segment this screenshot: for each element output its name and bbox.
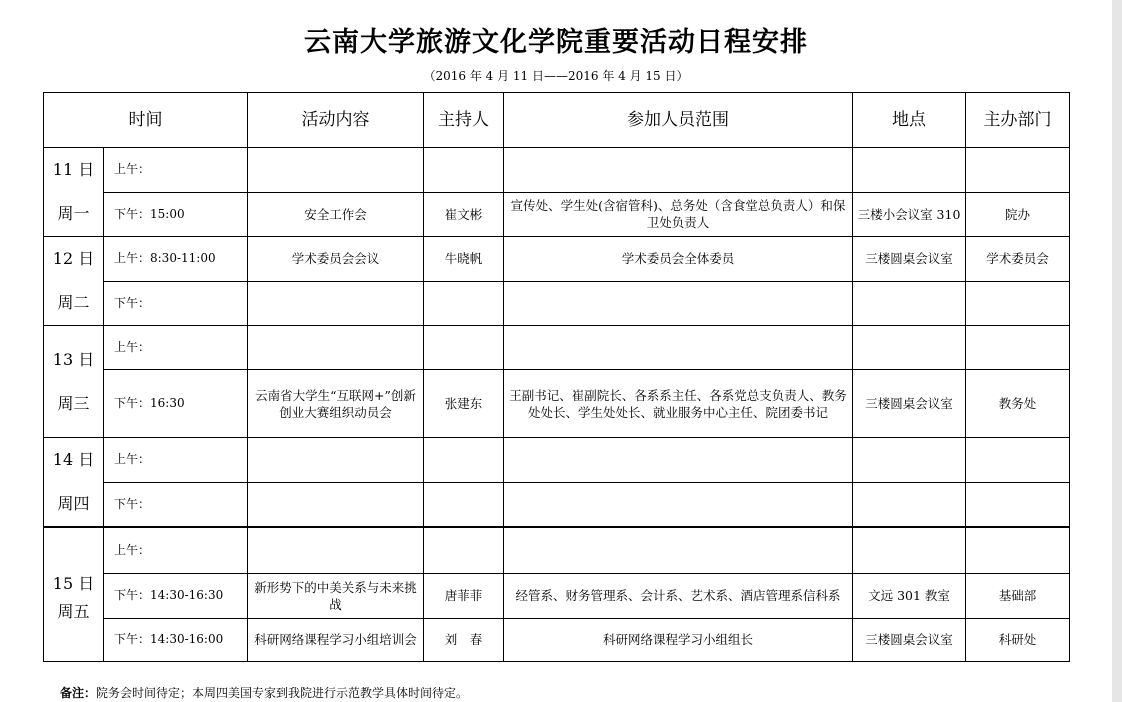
table-row	[44, 237, 1070, 282]
location	[853, 438, 966, 483]
participants: 宣传处、学生处(含宿管科)、总务处（含食堂总负责人）和保卫处负责人	[504, 192, 853, 237]
department	[966, 326, 1070, 370]
day-date: 14 日	[52, 450, 95, 469]
location	[853, 148, 966, 193]
day-cell	[44, 237, 104, 326]
participants: 学术委员会全体委员	[504, 237, 853, 282]
day-weekday: 周二	[57, 293, 90, 312]
department: 科研处	[966, 618, 1070, 661]
department	[966, 281, 1070, 326]
page-title: 云南大学旅游文化学院重要活动日程安排	[304, 27, 808, 58]
host	[424, 482, 504, 527]
day-cell	[44, 438, 104, 528]
participants	[504, 281, 853, 326]
day-weekday: 周五	[57, 602, 90, 622]
department	[966, 527, 1070, 573]
department	[966, 482, 1070, 527]
activity-content	[248, 527, 424, 573]
activity-content	[248, 148, 424, 193]
table-row	[44, 573, 1070, 618]
host: 唐菲菲	[424, 573, 504, 618]
table-row	[44, 281, 1070, 326]
header-content: 活动内容	[248, 93, 424, 148]
department: 学术委员会	[966, 237, 1070, 282]
day-weekday: 周三	[57, 393, 90, 413]
host	[424, 326, 504, 370]
day-date: 13 日	[52, 349, 95, 369]
host: 崔文彬	[424, 192, 504, 237]
activity-content: 科研网络课程学习小组培训会	[248, 618, 424, 661]
day-cell	[44, 527, 104, 661]
remark-label: 备注：	[60, 686, 97, 700]
location: 三楼圆桌会议室	[853, 237, 966, 282]
location: 三楼小会议室 310	[853, 192, 966, 237]
activity-content	[248, 326, 424, 370]
header-location: 地点	[853, 93, 966, 148]
host: 牛晓帆	[424, 237, 504, 282]
department: 院办	[966, 192, 1070, 237]
time-slot: 下午：14:30-16:00	[104, 618, 248, 661]
time-slot: 下午：	[104, 482, 248, 527]
activity-content: 安全工作会	[248, 192, 424, 237]
host: 刘 春	[424, 618, 504, 661]
table-row	[44, 192, 1070, 237]
activity-content	[248, 482, 424, 527]
location	[853, 281, 966, 326]
time-slot: 下午：15:00	[104, 192, 248, 237]
table-row	[44, 438, 1070, 483]
participants	[504, 527, 853, 573]
remark-text: 院务会时间待定；本周四美国专家到我院进行示范教学具体时间待定。	[96, 686, 469, 700]
host	[424, 281, 504, 326]
host: 张建东	[424, 370, 504, 438]
time-slot: 上午：	[104, 326, 248, 370]
activity-content	[248, 281, 424, 326]
table-row	[44, 370, 1070, 438]
participants	[504, 148, 853, 193]
department: 教务处	[966, 370, 1070, 438]
table-row	[44, 326, 1070, 370]
activity-content	[248, 438, 424, 483]
time-slot: 下午：16:30	[104, 370, 248, 438]
host	[424, 438, 504, 483]
header-department: 主办部门	[966, 93, 1070, 148]
activity-content: 学术委员会会议	[248, 237, 424, 282]
activity-content: 云南省大学生“互联网+”创新创业大赛组织动员会	[248, 370, 424, 438]
day-date: 11 日	[52, 160, 95, 179]
time-slot: 上午：	[104, 438, 248, 483]
participants: 科研网络课程学习小组组长	[504, 618, 853, 661]
day-cell	[44, 148, 104, 237]
header-participants: 参加人员范围	[504, 93, 853, 148]
location	[853, 326, 966, 370]
host	[424, 148, 504, 193]
table-row	[44, 148, 1070, 193]
day-date: 12 日	[52, 249, 95, 268]
day-weekday: 周一	[57, 204, 90, 223]
time-slot: 上午：	[104, 527, 248, 573]
department: 基础部	[966, 573, 1070, 618]
participants	[504, 438, 853, 483]
day-weekday: 周四	[57, 494, 90, 513]
participants	[504, 482, 853, 527]
participants: 王副书记、崔副院长、各系系主任、各系党总支负责人、教务处处长、学生处处长、就业服务中心主任、院团委书记	[504, 370, 853, 438]
table-row	[44, 527, 1070, 573]
table-row	[44, 618, 1070, 661]
location	[853, 527, 966, 573]
department	[966, 438, 1070, 483]
time-slot: 下午：14:30-16:30	[104, 573, 248, 618]
host	[424, 527, 504, 573]
date-range: （2016 年 4 月 11 日——2016 年 4 月 15 日）	[423, 69, 689, 83]
activity-content: 新形势下的中美关系与未来挑战	[248, 573, 424, 618]
header-host: 主持人	[424, 93, 504, 148]
location	[853, 482, 966, 527]
location: 三楼圆桌会议室	[853, 618, 966, 661]
day-cell	[44, 326, 104, 438]
department	[966, 148, 1070, 193]
scrollbar-gutter[interactable]	[1112, 0, 1122, 702]
remark	[60, 684, 468, 701]
header-time: 时间	[44, 93, 248, 148]
location: 三楼圆桌会议室	[853, 370, 966, 438]
location: 文远 301 教室	[853, 573, 966, 618]
schedule-table	[43, 92, 1070, 662]
participants: 经管系、财务管理系、会计系、艺术系、酒店管理系信科系	[504, 573, 853, 618]
participants	[504, 326, 853, 370]
time-slot: 上午：8:30-11:00	[104, 237, 248, 282]
time-slot: 下午：	[104, 281, 248, 326]
time-slot: 上午：	[104, 148, 248, 193]
table-row	[44, 482, 1070, 527]
day-date: 15 日	[52, 574, 95, 594]
